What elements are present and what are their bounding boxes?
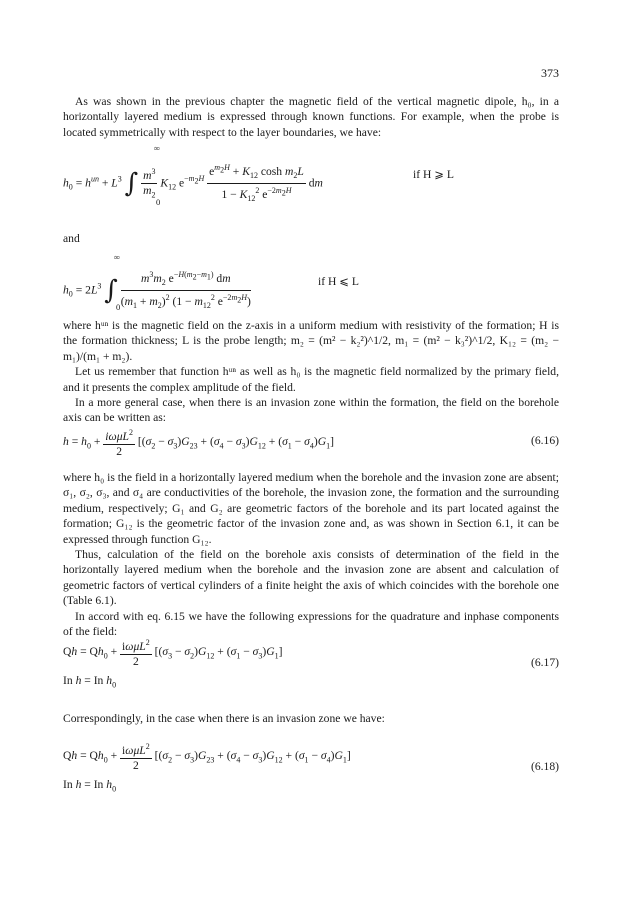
page-number: 373 [541,66,559,80]
paragraph-block-2 [63,318,559,426]
paragraph-8: Correspondingly, in the case when there is an invasion zone we have: [63,712,385,725]
equation-h0-symmetric [63,143,559,209]
eq2-expression: $h_0 = 2L^3$ ∫ $\frac{m^3m_2 e^{-H(m_2-m_1)} dm}{(m_1 + m_2)^2 (1 - m_{12}^2 e^{-2m_2H})}$ [63,270,251,311]
and-text: and [63,232,80,245]
paragraph-6: Thus, calculation of the field on the borehole axis consists of determination of the field in the horizontally layered medium when the borehole and the invasion zone are absent and calculation of geometric factors of vertical cylinders of a finite height the axis of which coincides with the borehole one (Table 6.1). [63,548,559,608]
paragraph-3: Let us remember that function hᵘⁿ as well as h₀ is the magnetic field normalized by the primary field, and it presents the complex amplitude of the field. [63,365,559,394]
paragraph-block-4 [63,711,559,726]
eq618-quadrature: $Qh = Qh_0$ + $\frac{i\omega\mu L^2}{2}$ $[(\sigma_2 - \sigma_3)G_{23} + (\sigma_4 - \sigma_3)G_{12} + (\sigma_1 - \sigma_4)G_1]$ [63,742,351,772]
paragraph-7: In accord with eq. 6.15 we have the following expressions for the quadrature and inphase components of the field: [63,609,559,639]
equation-6-16 [63,424,559,460]
paragraph-1: As was shown in the previous chapter the magnetic field of the vertical magnetic dipole, h₀, in a horizontally layered medium is expressed through known functions. For example, when the probe is located symmetrically with respect to the layer boundaries, we have: [63,95,559,139]
equation-6-18 [63,740,559,800]
paragraph-5: where h₀ is the field in a horizontally layered medium when the borehole and the invasion zone are absent; σ₁, σ₂, σ₃, and σ₄ are conductivities of the borehole, the invasion zone, the formation and the surrounding medium, respectively; G₁ and G₂ are geometric factors of the borehole and its part located against the formation; G₁₂ is the geometric factor of the invasion zone and, as was shown in Section 6.1, it can be expressed through function G₁₂. [63,471,559,546]
upper-limit-infinity: ∞ [154,143,161,153]
lower-limit-zero-2: 0 [116,302,121,312]
eq617-quadrature: $Qh = Qh_0$ + $\frac{i\omega\mu L^2}{2}$ $[(\sigma_3 - \sigma_2)G_{12} + (\sigma_1 - \sigma_3)G_1]$ [63,638,283,668]
paragraph-2: where hᵘⁿ is the magnetic field on the z-axis in a uniform medium with resistivity of the formation; H is the formation thickness; L is the probe length; m₂ = (m² − k₂²)^1/2, m₁ = (m² − k₃²)^1/2, K₁₂ = (m₂ − m₁)/(m₁ + m₂). [63,319,559,363]
eq1-expression: $h_0 = h^{un} + L^3$ ∫ $\frac{m^3}{m_2}$ $K_{12}$ $e^{-m_2H}$ $\frac{e^{m_2H} + K_{12} \cosh m_2L}{1 - K_{12}^2 e^{-2m_2H}}$ dm [63,163,323,204]
equation-6-17 [63,636,559,696]
lower-limit-zero: 0 [156,197,161,207]
integral-sign-2: ∫ [104,275,118,306]
eq617-number: (6.17) [530,656,559,669]
eq2-condition: if H ⩽ L [318,275,359,288]
equation-h0-thin [63,252,559,314]
upper-limit-infinity-2: ∞ [114,252,121,262]
eq618-number: (6.18) [530,760,559,773]
paragraph-intro [63,94,559,140]
integral-sign: ∫ [124,168,139,199]
eq618-inphase: In h = In $h_0$ [63,778,117,794]
paragraph-4: In a more general case, when there is an invasion zone within the formation, the field on the borehole axis can be written as: [63,396,559,425]
eq616-expression: $h = h_0$ + $\frac{i\omega\mu L^2}{2}$ $[(\sigma_2 - \sigma_3)G_{23} + (\sigma_4 - \sigma_3)G_{12} + (\sigma_1 - \sigma_4)G_1]$ [63,428,334,458]
eq616-number: (6.16) [530,434,559,447]
eq617-inphase: In h = In $h_0$ [63,674,117,690]
eq1-condition: if H ⩾ L [413,168,454,181]
connector-and [63,231,559,246]
paragraph-block-3 [63,470,559,639]
